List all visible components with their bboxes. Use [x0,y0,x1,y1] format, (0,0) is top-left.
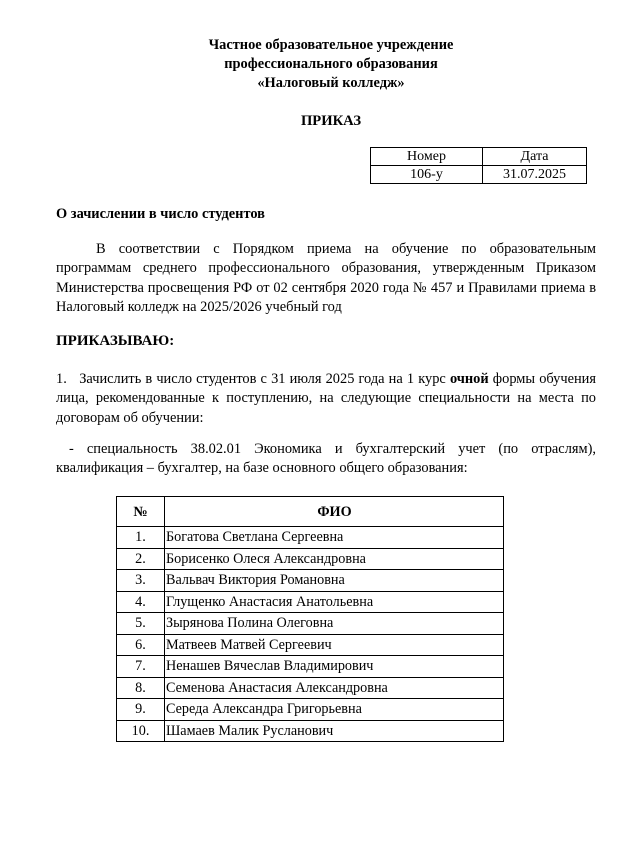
institution-line-2: профессионального образования [224,56,438,72]
row-number: 7. [117,656,165,678]
order-item-1 [56,370,596,428]
table-row [117,656,504,678]
row-number: 6. [117,634,165,656]
student-name: Матвеев Матвей Сергеевич [165,634,504,656]
table-row [117,677,504,699]
table-row [117,548,504,570]
table-row [117,613,504,635]
student-name: Борисенко Олеся Александровна [165,548,504,570]
preamble-paragraph: В соответствии с Порядком приема на обучение по образовательным программам среднего профессионального образования, утвержденным Приказом Министерства просвещения РФ от 02 сентября 2020 года № 457 и Правилами приема в Налоговый колледж на 2025/2026 учебный год [56,241,596,316]
order-subject: О зачислении в число студентов [56,206,265,222]
header-fio: ФИО [165,497,504,527]
students-table [116,496,504,742]
date-value: 31.07.2025 [483,166,587,184]
number-value: 106-у [371,166,483,184]
institution-line-1: Частное образовательное учреждение [208,37,454,53]
students-table-header [117,497,504,527]
date-label: Дата [483,148,587,166]
student-name: Вальвач Виктория Романовна [165,570,504,592]
student-name: Шамаев Малик Русланович [165,720,504,742]
item-text-after: формы обучения лица, рекомендованные к поступлению, на следующие специальности на места по договорам об обучении: [56,371,597,426]
specialty-paragraph: - специальность 38.02.01 Экономика и бухгалтерский учет (по отраслям), квалификация – бухгалтер, на базе основного общего образования: [56,441,596,477]
item-number: 1. [56,371,67,387]
student-name: Середа Александра Григорьевна [165,699,504,721]
table-row [117,591,504,613]
row-number: 2. [117,548,165,570]
student-name: Семенова Анастасия Александровна [165,677,504,699]
item-bold-word: очной [449,371,489,387]
student-name: Богатова Светлана Сергеевна [165,527,504,549]
row-number: 5. [117,613,165,635]
order-meta-table [370,147,587,184]
institution-line-3: «Налоговый колледж» [257,75,405,91]
row-number: 9. [117,699,165,721]
table-row [117,527,504,549]
student-name: Зырянова Полина Олеговна [165,613,504,635]
row-number: 1. [117,527,165,549]
student-name: Ненашев Вячеслав Владимирович [165,656,504,678]
row-number: 10. [117,720,165,742]
student-name: Глущенко Анастасия Анатольевна [165,591,504,613]
row-number: 4. [117,591,165,613]
document-title: ПРИКАЗ [300,113,362,129]
table-row [117,634,504,656]
header-number: № [117,497,165,527]
table-row [117,720,504,742]
table-row [117,699,504,721]
row-number: 3. [117,570,165,592]
row-number: 8. [117,677,165,699]
item-text-before: Зачислить в число студентов с 31 июля 2025 года на 1 курс [79,371,446,387]
number-label: Номер [371,148,483,166]
order-keyword: ПРИКАЗЫВАЮ: [56,333,175,349]
institution-header [0,36,624,93]
table-row [117,570,504,592]
